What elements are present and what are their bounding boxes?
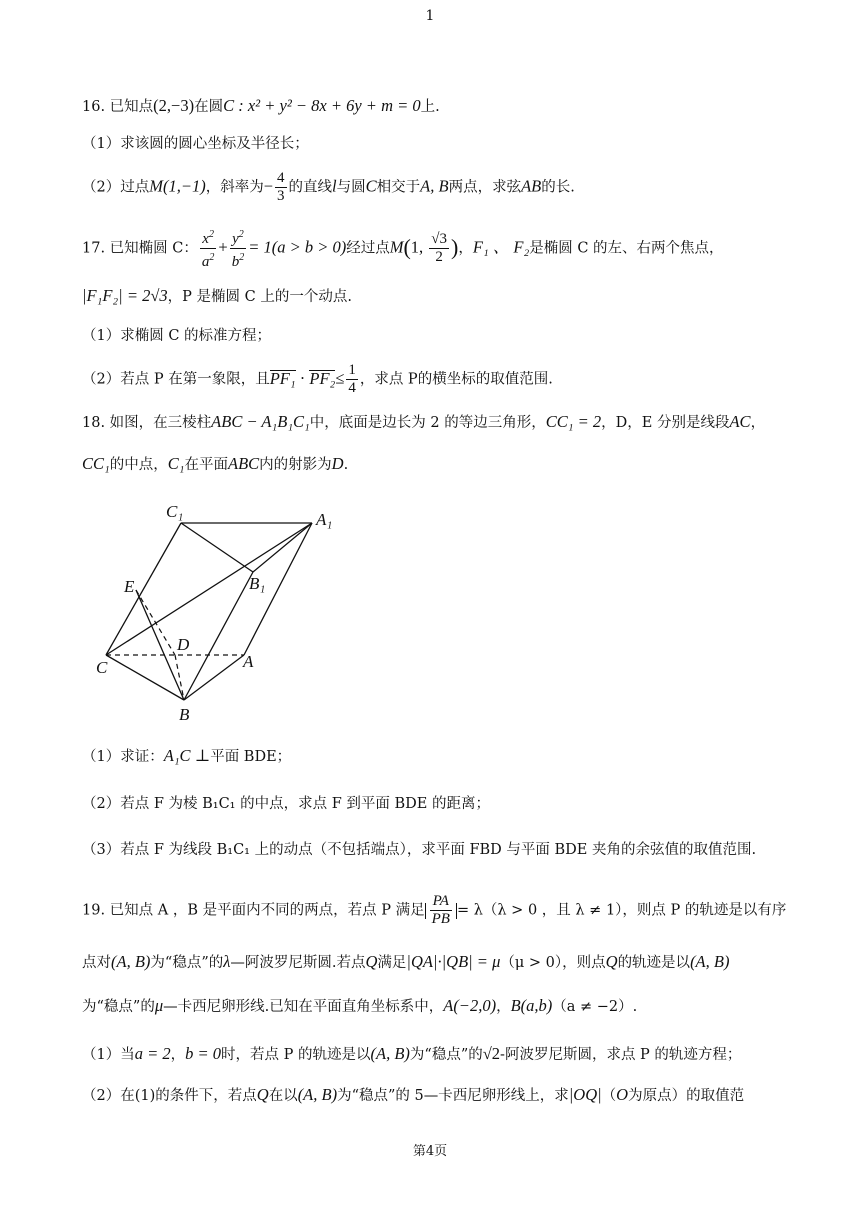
q18-stem-line1 (82, 412, 765, 433)
label-d: D (177, 635, 190, 654)
q19-l2-a: 点对 (82, 955, 111, 971)
q19-ratio-denominator: PB (431, 911, 450, 927)
q16-line-l: l (332, 176, 337, 196)
q16-p2-text-b: ，斜率为 (205, 179, 264, 196)
q18-line2-a: 的中点， (109, 457, 168, 473)
q18-part3: （3）若点 F 为线段 B₁C₁ 上的动点（不包括端点），求平面 FBD 与平面 BDE 夹角的余弦值的取值范围. (82, 842, 757, 858)
q17-point-y-fraction: $\frac{√3}{2}$ (431, 231, 448, 265)
q17-line2-rest: ，P 是椭圆 C 上的一个动点. (167, 289, 352, 305)
q19-l2-f: 的轨迹是以 (617, 955, 691, 971)
q19-mu: μ (154, 996, 164, 1015)
q19-p2-pair: (A, B) (297, 1085, 338, 1104)
q16-circle-c: C (365, 176, 377, 196)
q19-p2-point-q: Q (256, 1085, 269, 1104)
focal-distance: |F₁F₂| = 2√3 (82, 286, 168, 305)
q19-b-value: b = 0 (185, 1044, 222, 1063)
q19-p2-b: 在以 (268, 1088, 298, 1104)
q17-point-m: M (389, 237, 404, 257)
q16-slope-denominator: 3 (277, 188, 285, 204)
q16-stem (82, 96, 440, 117)
q16-chord-ab: AB (521, 176, 542, 196)
label-b1: B₁ (249, 574, 266, 593)
q19-lambda: λ (223, 952, 231, 971)
q18-line2-b: 在平面 (184, 457, 228, 473)
q16-p2-text-a: （2）过点 (82, 179, 150, 196)
q17-bound-fraction (346, 362, 358, 397)
q19-p1-a: （1）当 (82, 1047, 135, 1063)
q16-number: 16. 已知点 (82, 99, 154, 115)
q16-slope-numerator: 4 (277, 170, 285, 186)
q19-l3-c: ， (496, 999, 511, 1015)
q19-point-b: B(a,b) (510, 996, 553, 1015)
q17-p2-text-b: ，求点 P的横坐标的取值范围. (359, 371, 553, 388)
q16-slope-sign: − (263, 176, 274, 196)
q19-product-condition: |QA|·|QB| = μ (406, 952, 501, 971)
q16-point: (2,−3) (153, 96, 195, 115)
ellipse-condition: = 1(a > b > 0) (248, 237, 347, 257)
prism-name: ABC − A₁B₁C₁ (211, 412, 310, 431)
q19-point-q: Q (365, 952, 378, 971)
label-c: C (96, 658, 108, 677)
q19-p2-d: （ (601, 1088, 617, 1104)
q19-l2-d: 满足 (377, 955, 407, 971)
q17-comma: ， (458, 240, 473, 257)
q19-pair-ab2: (A, B) (690, 952, 730, 971)
page-footer: 第4页 (412, 1144, 448, 1159)
q18-part1 (82, 746, 291, 767)
q16-point-m: M(1,−1) (149, 176, 206, 196)
label-b: B (179, 705, 190, 724)
plane-abc: ABC (228, 454, 260, 473)
q19-p1-e: -阿波罗尼斯圆，求点 P 的轨迹方程； (500, 1047, 742, 1063)
segment-db-hidden (175, 655, 184, 700)
q19-stem-line3 (82, 996, 637, 1017)
prism-figure (86, 495, 346, 725)
q16-p2-text-d: 与圆 (336, 179, 366, 196)
q18-stem-line2 (82, 454, 348, 475)
q19-sqrt2: √2 (482, 1044, 501, 1063)
q19-p2-c: 为“稳点”的 5—卡西尼卵形线上，求 (337, 1088, 569, 1104)
q19-point-a: A(−2,0) (443, 996, 497, 1015)
q19-a-value: a = 2 (134, 1044, 171, 1063)
q19-p1-b: ， (170, 1047, 186, 1063)
page-number: 1 (425, 8, 435, 24)
q17-part1: （1）求椭圆 C 的标准方程； (82, 328, 272, 344)
a1c-perpendicular: A₁C ⊥ (163, 746, 211, 765)
q16-points-ab: A, B (420, 176, 449, 196)
edge-c1b1 (181, 523, 253, 572)
label-a1: A₁ (316, 510, 333, 529)
q16-p2-text-c: 的直线 (288, 179, 333, 196)
q19-origin-o: O (616, 1085, 629, 1104)
point-d: D (331, 454, 344, 473)
label-c1: C₁ (166, 502, 184, 521)
q17-le-sign: ≤ (335, 368, 345, 388)
q18-part2: （2）若点 F 为棱 B₁C₁ 的中点，求点 F 到平面 BDE 的距离； (82, 796, 490, 812)
q19-part1 (82, 1044, 741, 1065)
segment-ed-hidden (136, 590, 175, 655)
q19-l3-a: 为“稳点”的 (82, 999, 155, 1015)
q19-p1-c: 时，若点 P 的轨迹是以 (221, 1047, 371, 1063)
q19-l3-d: （a ≠ −2）. (552, 999, 638, 1015)
q19-text-b: = λ（λ > 0 ，且 λ ≠ 1），则点 P 的轨迹是以有序 (456, 902, 787, 919)
q19-ratio-fraction (430, 893, 452, 928)
q18-text-d: ， (750, 415, 766, 431)
q16-slope-fraction (275, 170, 287, 205)
point-c1: C₁ (167, 454, 185, 473)
q19-p1-pair: (A, B) (370, 1044, 410, 1063)
vector-pf2: PF₂ (309, 368, 336, 388)
edge-cb (106, 655, 184, 700)
q19-oq-abs: |OQ| (568, 1085, 602, 1104)
edge-cc1 (106, 523, 181, 655)
q16-mid: 在圆 (194, 99, 224, 115)
q16-part1: （1）求该圆的圆心坐标及半径长； (82, 136, 309, 152)
cc1-length: CC₁ = 2 (545, 412, 602, 431)
q16-part2 (82, 170, 575, 205)
q19-l2-e: （μ > 0），则点 (500, 955, 606, 971)
q17-line2 (82, 286, 352, 307)
edge-bb1 (184, 572, 253, 700)
q19-stem-line2 (82, 952, 729, 973)
q18-p1-text-a: （1）求证： (82, 749, 164, 765)
segment-cc1: CC₁ (82, 454, 110, 473)
q17-mid: 经过点 (346, 240, 390, 257)
q16-circle-equation: C : x² + y² − 8x + 6y + m = 0 (223, 96, 421, 115)
q16-p2-text-e: 相交于 (376, 179, 421, 196)
q18-text-c: ，D，E 分别是线段 (601, 415, 730, 431)
q19-p2-e: 为原点）的取值范 (628, 1088, 745, 1104)
q17-bound-numerator: 1 (348, 362, 356, 378)
edge-a1b1 (253, 523, 312, 572)
q19-p2-a: （2）在(1)的条件下，若点 (82, 1088, 257, 1104)
q19-l3-b: —卡西尼卵形线.已知在平面直角坐标系中， (163, 999, 444, 1015)
q18-line2-e: . (343, 457, 349, 473)
q18-text-a: 18. 如图，在三棱柱 (82, 415, 212, 431)
q16-p2-text-g: 的长. (541, 179, 575, 196)
q19-l2-b: 为“稳点”的 (150, 955, 224, 971)
q17-part2: （2）若点 P 在第一象限，且PF₁ · PF₂≤ $\frac{1}{4}$ ，求点 P的横坐标的取值范围. (82, 362, 553, 396)
q19-text-a: 19. 已知点 A ，B 是平面内不同的两点，若点 P 满足 (82, 902, 425, 919)
q18-p1-text-b: 平面 BDE； (210, 749, 292, 765)
q16-end: 上. (420, 99, 440, 115)
q16-p2-text-f: 两点，求弦 (448, 179, 522, 196)
q18-line2-c: 内的射影为 (259, 457, 332, 473)
ellipse-y-term: $\frac{y^2}{b^2}$ (230, 226, 247, 271)
edge-ba (184, 655, 244, 700)
q19-point-q2: Q (605, 952, 618, 971)
q17-p2-text-a: （2）若点 P 在第一象限，且 (82, 371, 270, 388)
vector-pf1: PF₁ (269, 368, 296, 388)
q19-p1-d: 为“稳点”的 (409, 1047, 483, 1063)
q17-foci: F₁ 、 F₂ (472, 237, 530, 257)
q17-bound-denominator: 4 (348, 380, 356, 396)
q17-tail: 是椭圆 C 的左、右两个焦点， (529, 240, 724, 257)
ellipse-x-term: $\frac{x^2}{a^2}$ (200, 226, 217, 271)
label-e: E (124, 577, 135, 596)
segment-ac: AC (729, 412, 751, 431)
q17-number: 17. 已知椭圆 C： (82, 240, 198, 257)
q19-pair-ab: (A, B) (111, 952, 151, 971)
q19-part2 (82, 1085, 744, 1106)
q19-stem-line1 (82, 893, 786, 928)
q18-text-b: 中，底面是边长为 2 的等边三角形， (309, 415, 546, 431)
q19-l2-c: —阿波罗尼斯圆.若点 (230, 955, 366, 971)
label-a: A (243, 652, 254, 671)
q17-stem: 17. 已知椭圆 C： $\frac{x^2}{a^2}$ + $\frac{y^2}{b^2}$ = 1(a > b > 0)经过点M(1, $\frac{√3}{2}$ )，F₁ 、 F₂是椭圆 C 的左、右两个焦点， (82, 226, 724, 271)
q19-ratio-numerator: PA (430, 893, 452, 911)
